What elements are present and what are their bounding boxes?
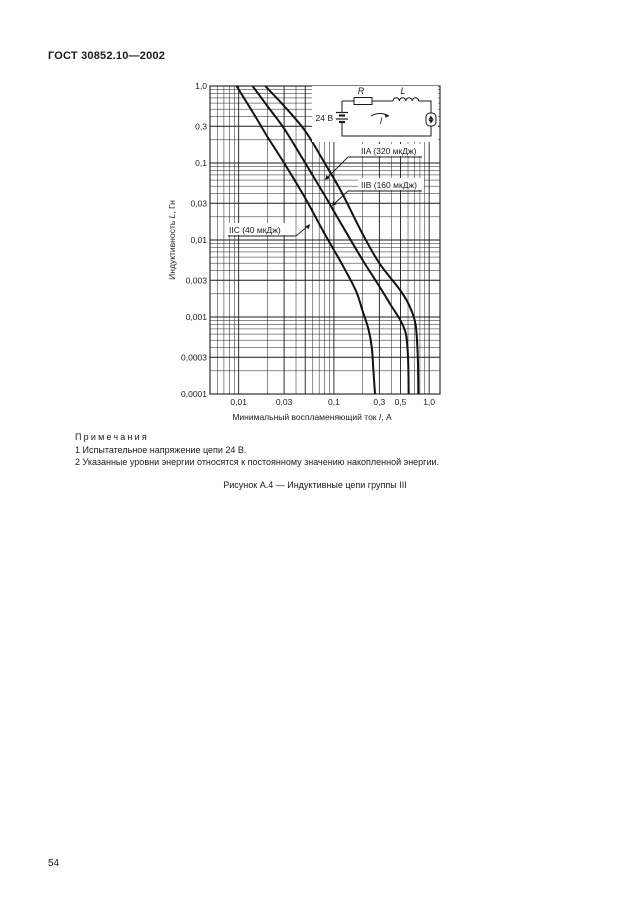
curve-label-iia: IIA (320 мкДж) xyxy=(361,146,417,156)
current-label: I xyxy=(379,116,383,126)
x-tick-label: 1,0 xyxy=(423,397,436,407)
curve-label-iic: IIC (40 мкДж) xyxy=(229,225,281,235)
y-tick-label: 0,01 xyxy=(190,235,207,245)
y-tick-label: 0,1 xyxy=(195,158,207,168)
inductor-label: L xyxy=(400,86,406,96)
x-tick-label: 0,01 xyxy=(230,397,247,407)
circuit-inset xyxy=(312,86,438,142)
leader-arrow-iic xyxy=(306,224,310,229)
x-tick-label: 0,03 xyxy=(275,397,293,407)
x-tick-label: 0,1 xyxy=(327,397,340,407)
y-tick-label: 0,0001 xyxy=(181,389,207,399)
x-axis-label: Минимальный воспламеняющий ток I, А xyxy=(232,412,392,422)
y-tick-label: 0,3 xyxy=(195,121,207,132)
resistor-label: R xyxy=(357,86,365,96)
y-tick-label: 0,03 xyxy=(190,198,207,209)
document-header: ГОСТ 30852.10—2002 xyxy=(48,50,166,62)
x-tick-label: 0,3 xyxy=(373,397,386,407)
y-tick-label: 0,0003 xyxy=(181,352,207,363)
resistor-symbol xyxy=(354,98,372,105)
x-tick-label: 0,5 xyxy=(394,397,407,407)
note-item-1: 1 Испытательное напряжение цепи 24 В. xyxy=(75,444,247,455)
y-tick-label: 0,001 xyxy=(185,312,207,322)
leader-line-iic xyxy=(296,226,308,236)
voltage-label: 24 В xyxy=(315,113,333,123)
note-item-2: 2 Указанные уровни энергии относятся к постоянному значению накопленной энергии. xyxy=(75,457,440,467)
notes-title: Примечания xyxy=(75,432,149,442)
page-number: 54 xyxy=(48,858,60,869)
y-axis-label: Индуктивность L, Гн xyxy=(167,200,177,280)
figure-caption: Рисунок А.4 — Индуктивные цепи группы III xyxy=(223,480,407,490)
curve-label-iib: IIB (160 мкДж) xyxy=(361,180,417,190)
notes-block xyxy=(75,431,439,469)
y-tick-label: 0,003 xyxy=(185,275,207,286)
y-tick-label: 1,0 xyxy=(195,81,207,91)
